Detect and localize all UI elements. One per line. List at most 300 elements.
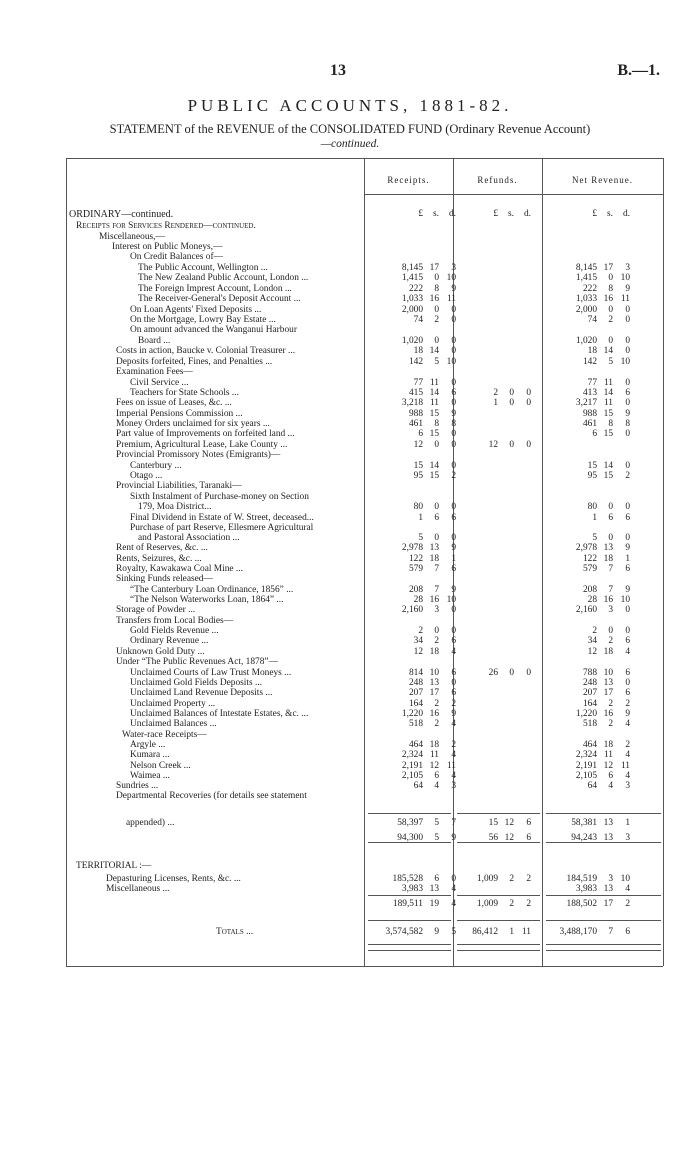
receipts-pence: 2 <box>451 740 456 750</box>
net-revenue-pence: 10 <box>620 273 630 283</box>
net-revenue-shillings: 7 <box>608 927 613 937</box>
table-row <box>0 450 700 461</box>
receipts-pounds: 2,105 <box>401 771 423 781</box>
row-label: On Credit Balances of— <box>130 252 223 262</box>
refunds-pence: 2 <box>526 874 531 884</box>
row-label: Storage of Powder ... <box>116 605 196 615</box>
receipts-pence: 0 <box>451 429 456 439</box>
receipts-pence: 10 <box>446 357 456 367</box>
row-label: Rents, Seizures, &c. ... <box>116 554 202 564</box>
receipts-pounds: 415 <box>408 388 423 398</box>
net-revenue-pounds: 222 <box>582 284 597 294</box>
row-label: Teachers for State Schools ... <box>130 388 239 398</box>
receipts-shillings: 5 <box>434 818 439 828</box>
refunds-pence: 6 <box>526 818 531 828</box>
row-label: Provincial Promissory Notes (Emigrants)— <box>116 450 281 460</box>
row-label: Unclaimed Land Revenue Deposits ... <box>130 688 273 698</box>
receipts-shillings: 18 <box>429 554 439 564</box>
table-row <box>0 429 700 440</box>
net-revenue-pounds: 207 <box>582 688 597 698</box>
row-label: 179, Moa District... <box>138 502 212 512</box>
receipts-pounds: 208 <box>408 585 423 595</box>
sum-rule <box>457 813 540 814</box>
net-revenue-shillings: 13 <box>603 543 613 553</box>
net-revenue-shillings: 8 <box>608 284 613 294</box>
row-label: appended) ... <box>126 818 175 828</box>
refunds-shillings: 0 <box>509 668 514 678</box>
receipts-pence: 0 <box>451 440 456 450</box>
row-label: “The Canterbury Loan Ordinance, 1856” ... <box>130 585 294 595</box>
receipts-shillings: 0 <box>434 502 439 512</box>
net-revenue-shillings: 16 <box>603 294 613 304</box>
row-label: The New Zealand Public Account, London ... <box>138 273 309 283</box>
net-revenue-pence: 11 <box>620 294 630 304</box>
sum-rule <box>546 813 661 814</box>
net-revenue-pence: 0 <box>625 305 630 315</box>
net-revenue-pounds: 8,145 <box>575 263 597 273</box>
net-revenue-pence: 2 <box>625 471 630 481</box>
receipts-pence: 0 <box>451 378 456 388</box>
net-revenue-pence: 6 <box>625 388 630 398</box>
sum-rule <box>368 813 451 814</box>
receipts-shillings: 6 <box>434 874 439 884</box>
refunds-pence: 6 <box>526 833 531 843</box>
receipts-pence: 0 <box>451 678 456 688</box>
receipts-pounds: 3,218 <box>401 398 423 408</box>
receipts-shillings: 13 <box>429 678 439 688</box>
receipts-pounds: 222 <box>408 284 423 294</box>
receipts-pence: 2 <box>451 471 456 481</box>
receipts-pounds: 1,220 <box>401 709 423 719</box>
net-revenue-pounds: 1,020 <box>575 336 597 346</box>
net-revenue-shillings: 14 <box>603 346 613 356</box>
row-label: Gold Fields Revenue ... <box>130 626 219 636</box>
col-header-refunds: Refunds. <box>477 175 518 185</box>
currency-unit: d. <box>523 209 531 219</box>
receipts-pence: 9 <box>451 284 456 294</box>
receipts-shillings: 8 <box>434 284 439 294</box>
net-revenue-shillings: 18 <box>603 647 613 657</box>
table-row <box>0 750 700 761</box>
net-revenue-pence: 2 <box>625 899 630 909</box>
refunds-pounds: 26 <box>488 668 498 678</box>
receipts-pounds: 95 <box>413 471 423 481</box>
receipts-shillings: 0 <box>434 440 439 450</box>
receipts-shillings: 11 <box>429 398 439 408</box>
currency-unit: d. <box>448 209 456 219</box>
receipts-pence: 0 <box>451 605 456 615</box>
row-label: Sixth Instalment of Purchase-money on Section <box>130 492 309 502</box>
refunds-shillings: 12 <box>504 818 514 828</box>
receipts-pounds: 207 <box>408 688 423 698</box>
row-label: Board ... <box>138 336 171 346</box>
row-label: Ordinary Revenue ... <box>130 636 209 646</box>
net-revenue-shillings: 11 <box>603 398 613 408</box>
receipts-pounds: 122 <box>408 554 423 564</box>
sum-rule <box>457 944 540 945</box>
net-revenue-pence: 0 <box>625 678 630 688</box>
row-label: ORDINARY—continued. <box>69 209 174 220</box>
net-revenue-pounds: 461 <box>582 419 597 429</box>
row-label: Royalty, Kawakawa Coal Mine ... <box>116 564 243 574</box>
net-revenue-pence: 0 <box>625 429 630 439</box>
sum-rule <box>457 950 540 951</box>
receipts-pounds: 15 <box>413 461 423 471</box>
receipts-pence: 6 <box>451 688 456 698</box>
net-revenue-shillings: 16 <box>603 709 613 719</box>
receipts-shillings: 18 <box>429 740 439 750</box>
net-revenue-pence: 0 <box>625 336 630 346</box>
net-revenue-pounds: 2,191 <box>575 761 597 771</box>
receipts-shillings: 2 <box>434 315 439 325</box>
net-revenue-pence: 0 <box>625 315 630 325</box>
net-revenue-pounds: 64 <box>587 781 597 791</box>
receipts-shillings: 0 <box>434 533 439 543</box>
receipts-shillings: 3 <box>434 605 439 615</box>
receipts-shillings: 6 <box>434 771 439 781</box>
net-revenue-shillings: 14 <box>603 388 613 398</box>
table-row <box>0 818 700 829</box>
net-revenue-pence: 8 <box>625 419 630 429</box>
row-label: Rent of Reserves, &c. ... <box>116 543 208 553</box>
receipts-shillings: 2 <box>434 699 439 709</box>
net-revenue-shillings: 14 <box>603 461 613 471</box>
net-revenue-pounds: 15 <box>587 461 597 471</box>
header-underline <box>364 194 663 195</box>
row-label: Provincial Liabilities, Taranaki— <box>116 481 242 491</box>
currency-unit: d. <box>622 209 630 219</box>
refunds-pounds: 86,412 <box>472 927 498 937</box>
receipts-pence: 4 <box>451 647 456 657</box>
receipts-pounds: 2,191 <box>401 761 423 771</box>
receipts-pence: 0 <box>451 336 456 346</box>
receipts-pence: 9 <box>451 409 456 419</box>
receipts-pence: 11 <box>446 761 456 771</box>
statement-title: STATEMENT of the REVENUE of the CONSOLIDATED FUND (Ordinary Revenue Account) <box>109 122 591 136</box>
receipts-pence: 4 <box>451 899 456 909</box>
row-label: Argyle ... <box>130 740 166 750</box>
receipts-shillings: 0 <box>434 305 439 315</box>
table-row <box>0 481 700 492</box>
net-revenue-pence: 0 <box>625 398 630 408</box>
receipts-pence: 8 <box>451 419 456 429</box>
net-revenue-pence: 10 <box>620 357 630 367</box>
receipts-pence: 0 <box>451 533 456 543</box>
sum-rule <box>368 950 451 951</box>
net-revenue-pence: 9 <box>625 585 630 595</box>
receipts-pounds: 18 <box>413 346 423 356</box>
net-revenue-pence: 2 <box>625 740 630 750</box>
receipts-pence: 0 <box>451 398 456 408</box>
net-revenue-pence: 3 <box>625 833 630 843</box>
row-label: Under “The Public Revenues Act, 1878”— <box>116 657 278 667</box>
row-label: Unknown Gold Duty ... <box>116 647 205 657</box>
net-revenue-pounds: 248 <box>582 678 597 688</box>
receipts-pounds: 1 <box>418 513 423 523</box>
net-revenue-pence: 3 <box>625 781 630 791</box>
refunds-pence: 0 <box>526 668 531 678</box>
refunds-shillings: 0 <box>509 440 514 450</box>
row-label: On Loan Agents' Fixed Deposits ... <box>130 305 262 315</box>
currency-unit: £ <box>418 209 423 219</box>
sum-rule <box>457 920 540 921</box>
row-label: The Public Account, Wellington ... <box>138 263 268 273</box>
sum-rule <box>546 944 661 945</box>
refunds-pence: 0 <box>526 440 531 450</box>
table-row <box>0 899 700 910</box>
refunds-pounds: 2 <box>493 388 498 398</box>
receipts-shillings: 2 <box>434 636 439 646</box>
net-revenue-shillings: 17 <box>603 899 613 909</box>
net-revenue-pence: 6 <box>625 564 630 574</box>
net-revenue-pence: 4 <box>625 719 630 729</box>
net-revenue-shillings: 10 <box>603 668 613 678</box>
receipts-pounds: 8,145 <box>401 263 423 273</box>
net-revenue-pounds: 18 <box>587 346 597 356</box>
net-revenue-shillings: 15 <box>603 471 613 481</box>
refunds-shillings: 1 <box>509 927 514 937</box>
net-revenue-pence: 4 <box>625 750 630 760</box>
receipts-pounds: 189,511 <box>392 899 423 909</box>
continued-note: —continued. <box>320 138 380 150</box>
net-revenue-shillings: 0 <box>608 533 613 543</box>
currency-unit: £ <box>493 209 498 219</box>
receipts-shillings: 4 <box>434 781 439 791</box>
receipts-pence: 6 <box>451 388 456 398</box>
receipts-pounds: 12 <box>413 440 423 450</box>
net-revenue-shillings: 15 <box>603 409 613 419</box>
table-row <box>0 605 700 616</box>
sum-rule <box>546 895 661 896</box>
row-label: Purchase of part Reserve, Ellesmere Agricultural <box>130 523 314 533</box>
receipts-pounds: 1,033 <box>401 294 423 304</box>
refunds-shillings: 12 <box>504 833 514 843</box>
net-revenue-shillings: 12 <box>603 761 613 771</box>
col-header-receipts: Receipts. <box>387 175 430 185</box>
receipts-pounds: 2 <box>418 626 423 636</box>
refunds-shillings: 2 <box>509 874 514 884</box>
row-label: Deposits forfeited, Fines, and Penalties ... <box>116 357 273 367</box>
table-row <box>0 719 700 730</box>
receipts-shillings: 17 <box>429 688 439 698</box>
currency-header-row <box>0 209 700 220</box>
net-revenue-shillings: 18 <box>603 740 613 750</box>
net-revenue-shillings: 17 <box>603 263 613 273</box>
net-revenue-shillings: 7 <box>608 585 613 595</box>
sum-rule <box>457 895 540 896</box>
net-revenue-pounds: 518 <box>582 719 597 729</box>
receipts-pounds: 464 <box>408 740 423 750</box>
net-revenue-shillings: 13 <box>603 678 613 688</box>
net-revenue-pounds: 2 <box>592 626 597 636</box>
table-row <box>0 861 700 872</box>
receipts-pounds: 248 <box>408 678 423 688</box>
table-row <box>0 884 700 895</box>
receipts-pounds: 461 <box>408 419 423 429</box>
receipts-pounds: 74 <box>413 315 423 325</box>
receipts-shillings: 16 <box>429 294 439 304</box>
receipts-pence: 2 <box>451 699 456 709</box>
net-revenue-pounds: 2,324 <box>575 750 597 760</box>
table-row <box>0 294 700 305</box>
table-row <box>0 688 700 699</box>
net-revenue-shillings: 0 <box>608 626 613 636</box>
table-row <box>0 791 700 802</box>
receipts-pounds: 1,415 <box>401 273 423 283</box>
receipts-shillings: 14 <box>429 346 439 356</box>
net-revenue-pence: 0 <box>625 378 630 388</box>
net-revenue-pence: 0 <box>625 461 630 471</box>
net-revenue-pounds: 94,243 <box>571 833 597 843</box>
net-revenue-pence: 9 <box>625 284 630 294</box>
net-revenue-shillings: 3 <box>608 874 613 884</box>
receipts-pence: 10 <box>446 273 456 283</box>
receipts-shillings: 16 <box>429 595 439 605</box>
net-revenue-shillings: 11 <box>603 378 613 388</box>
receipts-shillings: 7 <box>434 585 439 595</box>
row-label: Final Dividend in Estate of W. Street, deceased... <box>130 513 314 523</box>
row-label: The Foreign Imprest Account, London ... <box>138 284 292 294</box>
row-label: Unclaimed Gold Fields Deposits ... <box>130 678 263 688</box>
sum-rule <box>368 895 451 896</box>
net-revenue-shillings: 4 <box>608 781 613 791</box>
row-label: Miscellaneous,— <box>99 232 165 242</box>
receipts-pence: 6 <box>451 636 456 646</box>
receipts-pounds: 94,300 <box>397 833 423 843</box>
net-revenue-pence: 1 <box>625 818 630 828</box>
receipts-pence: 3 <box>451 263 456 273</box>
row-label: Departmental Recoveries (for details see statement <box>116 791 307 801</box>
refunds-pounds: 12 <box>488 440 498 450</box>
receipts-pence: 4 <box>451 750 456 760</box>
net-revenue-pence: 10 <box>620 874 630 884</box>
net-revenue-pounds: 988 <box>582 409 597 419</box>
refunds-pence: 0 <box>526 398 531 408</box>
net-revenue-pounds: 1 <box>592 513 597 523</box>
net-revenue-pence: 10 <box>620 595 630 605</box>
receipts-shillings: 5 <box>434 833 439 843</box>
table-row <box>0 657 700 668</box>
net-revenue-shillings: 0 <box>608 336 613 346</box>
receipts-pence: 10 <box>446 595 456 605</box>
row-label: Costs in action, Baucke v. Colonial Treasurer ... <box>116 346 296 356</box>
net-revenue-pence: 4 <box>625 771 630 781</box>
net-revenue-pence: 0 <box>625 502 630 512</box>
receipts-pence: 0 <box>451 315 456 325</box>
row-label: Money Orders unclaimed for six years ... <box>116 419 270 429</box>
refunds-pounds: 1,009 <box>476 874 498 884</box>
refunds-pence: 11 <box>521 927 531 937</box>
net-revenue-shillings: 16 <box>603 595 613 605</box>
receipts-pence: 4 <box>451 884 456 894</box>
document-reference: B.—1. <box>617 62 660 79</box>
receipts-shillings: 2 <box>434 719 439 729</box>
net-revenue-pounds: 122 <box>582 554 597 564</box>
col-header-net-revenue: Net Revenue. <box>572 175 633 185</box>
net-revenue-pounds: 95 <box>587 471 597 481</box>
receipts-pence: 7 <box>451 818 456 828</box>
row-label: Premium, Agricultural Lease, Lake County ... <box>116 440 288 450</box>
receipts-pence: 1 <box>451 554 456 564</box>
receipts-pence: 0 <box>451 874 456 884</box>
row-label: Otago ... <box>130 471 163 481</box>
sum-rule <box>368 944 451 945</box>
receipts-pence: 5 <box>451 927 456 937</box>
row-label: Examination Fees— <box>116 367 193 377</box>
receipts-shillings: 17 <box>429 263 439 273</box>
net-revenue-pence: 0 <box>625 533 630 543</box>
receipts-shillings: 15 <box>429 409 439 419</box>
net-revenue-shillings: 8 <box>608 419 613 429</box>
net-revenue-pounds: 142 <box>582 357 597 367</box>
sum-rule <box>368 842 451 843</box>
refunds-pounds: 1,009 <box>476 899 498 909</box>
refunds-pounds: 1 <box>493 398 498 408</box>
net-revenue-pounds: 1,415 <box>575 273 597 283</box>
table-row <box>0 927 700 938</box>
table-row <box>0 325 700 336</box>
row-label: Sundries ... <box>116 781 159 791</box>
net-revenue-pence: 9 <box>625 543 630 553</box>
refunds-pence: 0 <box>526 388 531 398</box>
table-row <box>0 398 700 409</box>
net-revenue-pounds: 579 <box>582 564 597 574</box>
receipts-shillings: 6 <box>434 513 439 523</box>
table-row <box>0 543 700 554</box>
net-revenue-pounds: 28 <box>587 595 597 605</box>
net-revenue-pounds: 788 <box>582 668 597 678</box>
sum-rule <box>546 950 661 951</box>
net-revenue-pounds: 413 <box>582 388 597 398</box>
receipts-shillings: 15 <box>429 429 439 439</box>
receipts-pence: 0 <box>451 461 456 471</box>
net-revenue-pounds: 80 <box>587 502 597 512</box>
receipts-pounds: 28 <box>413 595 423 605</box>
row-label: The Receiver-General's Deposit Account ... <box>138 294 301 304</box>
receipts-pence: 9 <box>451 585 456 595</box>
row-label: Depasturing Licenses, Rents, &c. ... <box>106 874 241 884</box>
row-label: Receipts for Services Rendered—continued. <box>76 221 256 231</box>
net-revenue-shillings: 2 <box>608 699 613 709</box>
receipts-pounds: 518 <box>408 719 423 729</box>
net-revenue-shillings: 11 <box>603 750 613 760</box>
net-revenue-shillings: 7 <box>608 564 613 574</box>
table-bottom-border <box>66 966 663 967</box>
receipts-pence: 11 <box>446 294 456 304</box>
net-revenue-shillings: 2 <box>608 719 613 729</box>
receipts-shillings: 12 <box>429 761 439 771</box>
currency-unit: s. <box>433 209 439 219</box>
net-revenue-pence: 6 <box>625 927 630 937</box>
row-label: Waimea ... <box>130 771 170 781</box>
net-revenue-shillings: 13 <box>603 818 613 828</box>
receipts-shillings: 0 <box>434 626 439 636</box>
receipts-pounds: 142 <box>408 357 423 367</box>
receipts-pounds: 80 <box>413 502 423 512</box>
receipts-pounds: 1,020 <box>401 336 423 346</box>
net-revenue-shillings: 0 <box>608 502 613 512</box>
receipts-shillings: 13 <box>429 884 439 894</box>
net-revenue-shillings: 6 <box>608 513 613 523</box>
row-label: Unclaimed Balances ... <box>130 719 217 729</box>
receipts-pence: 3 <box>451 781 456 791</box>
net-revenue-pence: 0 <box>625 605 630 615</box>
receipts-pounds: 2,978 <box>401 543 423 553</box>
row-label: On the Mortgage, Lowry Bay Estate ... <box>130 315 276 325</box>
net-revenue-pounds: 6 <box>592 429 597 439</box>
table-row <box>0 346 700 357</box>
net-revenue-pounds: 12 <box>587 647 597 657</box>
